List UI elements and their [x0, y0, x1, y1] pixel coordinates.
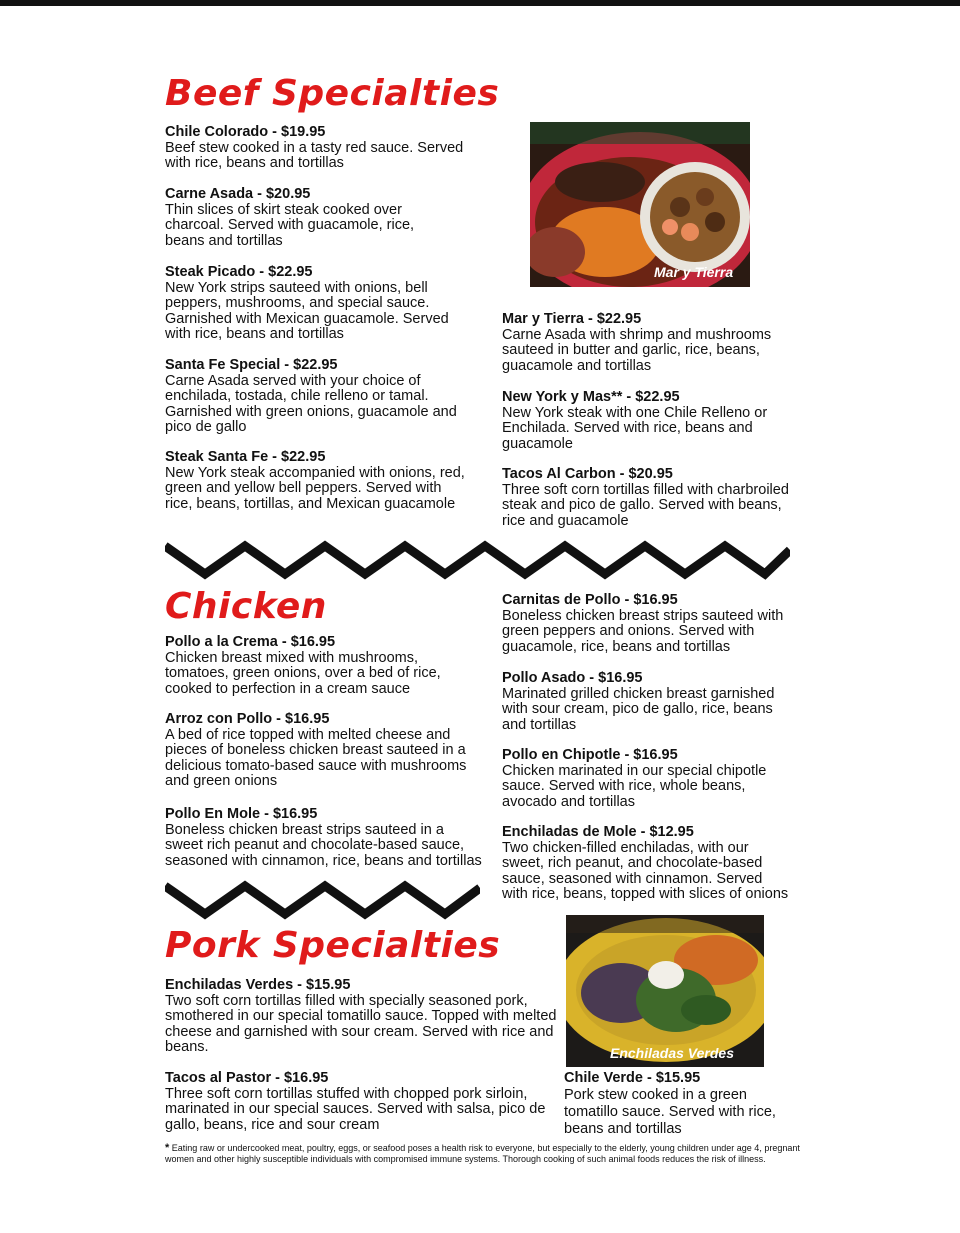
- item-description: New York steak accompanied with onions, red, green and yellow bell peppers. Served with rice, beans, tortillas, and Mexican guacamole: [165, 464, 465, 512]
- item-description: Three soft corn tortillas filled with charbroiled steak and pico de gallo. Served with beans, rice and guacamole: [502, 481, 789, 529]
- item-name: Chile Verde - $15.95: [564, 1070, 701, 1086]
- item-name: Enchiladas de Mole - $12.95: [502, 824, 694, 840]
- menu-item: [165, 450, 465, 512]
- footnote-marker: *: [165, 1142, 170, 1154]
- menu-item: [165, 712, 470, 790]
- menu-item: [502, 671, 787, 733]
- photo-caption: Mar y Tierra: [654, 264, 734, 280]
- menu-item: [502, 748, 787, 810]
- mar-y-tierra-photo: [530, 122, 750, 287]
- menu-item: [165, 635, 465, 697]
- item-description: Boneless chicken breast strips sauteed with green peppers and onions. Served with guacamole, rice, beans and tortillas: [502, 607, 784, 655]
- item-description: Pork stew cooked in a green tomatillo sauce. Served with rice, beans and tortillas: [564, 1086, 776, 1137]
- item-description: Carne Asada served with your choice of enchilada, tostada, chile relleno or tamal. Garnished with green onions, guacamole and pico de gallo: [165, 372, 457, 435]
- item-description: Three soft corn tortillas stuffed with chopped pork sirloin, marinated in our special sauces. Served with salsa, pico de gallo, beans, rice and sour cream: [165, 1085, 546, 1133]
- item-description: Marinated grilled chicken breast garnished with sour cream, pico de gallo, rice, beans and tortillas: [502, 685, 775, 733]
- item-name: Pollo Asado - $16.95: [502, 670, 643, 686]
- item-description: New York steak with one Chile Relleno or Enchilada. Served with rice, beans and guacamole: [502, 404, 768, 452]
- menu-item: [165, 1071, 550, 1133]
- item-name: Carnitas de Pollo - $16.95: [502, 592, 678, 608]
- item-name: Tacos Al Carbon - $20.95: [502, 466, 673, 482]
- top-border: [0, 0, 960, 6]
- item-name: Carne Asada - $20.95: [165, 186, 311, 202]
- enchiladas-verdes-photo: [566, 915, 764, 1067]
- item-name: Enchiladas Verdes - $15.95: [165, 977, 351, 993]
- zigzag-divider: [165, 880, 480, 920]
- menu-item: [502, 593, 792, 655]
- item-description: Thin slices of skirt steak cooked over charcoal. Served with guacamole, rice, beans and tortillas: [165, 201, 415, 249]
- item-description: Chicken marinated in our special chipotle sauce. Served with rice, whole beans, avocado and tortillas: [502, 762, 767, 810]
- item-name: New York y Mas** - $22.95: [502, 389, 680, 405]
- menu-item: [165, 187, 435, 249]
- photo-caption: Enchiladas Verdes: [610, 1045, 734, 1061]
- item-name: Chile Colorado - $19.95: [165, 124, 326, 140]
- menu-item: [165, 358, 465, 436]
- menu-item: [502, 467, 797, 529]
- menu-item: [564, 1071, 784, 1138]
- beef-section-title: Beef Specialties: [165, 73, 500, 114]
- menu-item: [165, 807, 485, 869]
- item-name: Pollo a la Crema - $16.95: [165, 634, 336, 650]
- item-description: Two chicken-filled enchiladas, with our sweet, rich peanut, and chocolate-based sauce, seasoned with cinnamon. Served with rice, beans, topped with slices of onions: [502, 839, 789, 902]
- item-name: Pollo en Chipotle - $16.95: [502, 747, 678, 763]
- item-description: Boneless chicken breast strips sauteed in a sweet rich peanut and chocolate-based sauce, seasoned with cinnamon, rice, beans and tortillas: [165, 821, 482, 869]
- item-name: Tacos al Pastor - $16.95: [165, 1070, 329, 1086]
- menu-item: [502, 825, 792, 903]
- pork-section-title: Pork Specialties: [165, 925, 501, 966]
- item-description: Two soft corn tortillas filled with specially seasoned pork, smothered in our special tomatillo sauce. Topped with melted cheese and garnished with sour cream. Served with rice and beans.: [165, 992, 557, 1055]
- footnote-text: Eating raw or undercooked meat, poultry, eggs, or seafood poses a health risk to everyone, but especially to the elderly, young children under age 4, pregnant women and other highly susceptible individuals with compromised immune systems. Thorough cooking of such animal foods reduces the risk of illness.: [165, 1143, 800, 1164]
- item-description: Chicken breast mixed with mushrooms, tomatoes, green onions, over a bed of rice, cooked to perfection in a cream sauce: [165, 649, 441, 697]
- zigzag-divider: [165, 540, 790, 580]
- item-name: Steak Santa Fe - $22.95: [165, 449, 326, 465]
- menu-item: [502, 390, 792, 452]
- item-name: Mar y Tierra - $22.95: [502, 311, 642, 327]
- menu-item: [165, 125, 465, 172]
- menu-item: [165, 265, 465, 343]
- item-description: A bed of rice topped with melted cheese and pieces of boneless chicken breast sauteed in a delicious tomato-based sauce with mushrooms and green onions: [165, 726, 467, 789]
- health-disclaimer: [165, 1143, 805, 1165]
- item-description: New York strips sauteed with onions, bell peppers, mushrooms, and special sauce. Garnished with Mexican guacamole. Served with rice, beans and tortillas: [165, 279, 449, 342]
- item-name: Santa Fe Special - $22.95: [165, 357, 338, 373]
- item-name: Arroz con Pollo - $16.95: [165, 711, 330, 727]
- menu-item: [502, 312, 792, 374]
- menu-item: [165, 978, 560, 1056]
- chicken-section-title: Chicken: [165, 586, 327, 627]
- item-description: Beef stew cooked in a tasty red sauce. Served with rice, beans and tortillas: [165, 139, 464, 171]
- item-name: Pollo En Mole - $16.95: [165, 806, 318, 822]
- item-name: Steak Picado - $22.95: [165, 264, 313, 280]
- item-description: Carne Asada with shrimp and mushrooms sauteed in butter and garlic, rice, beans, guacamole and tortillas: [502, 326, 772, 374]
